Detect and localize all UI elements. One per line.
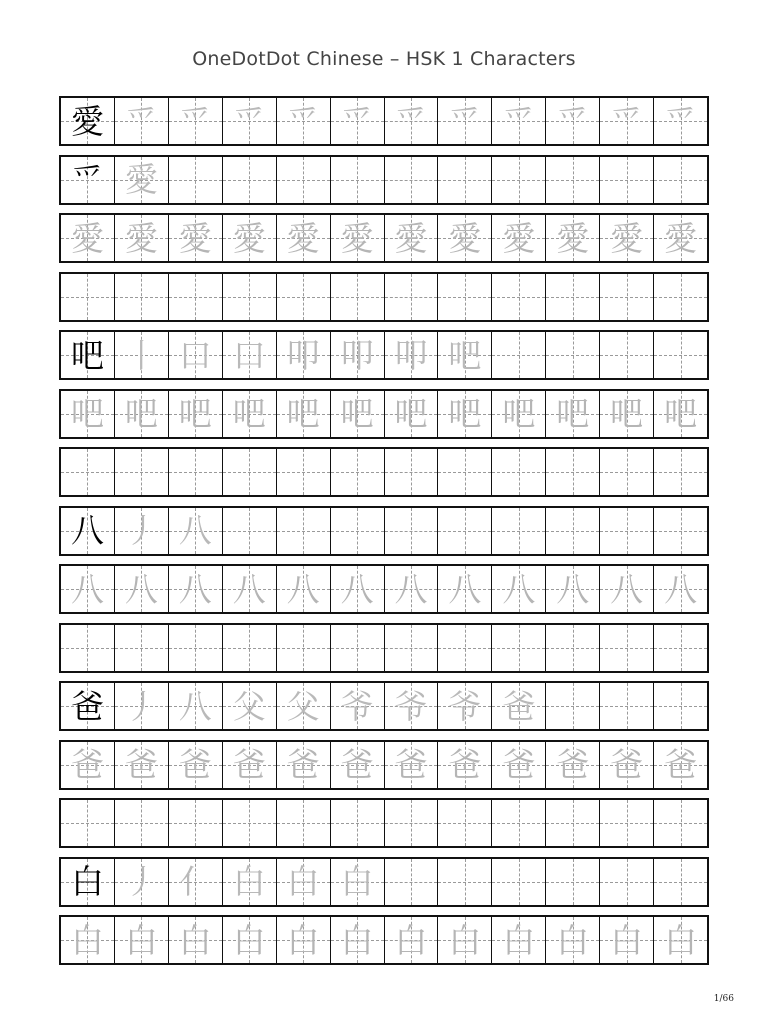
tian-grid-cell[interactable] — [115, 391, 169, 437]
tian-grid-cell[interactable] — [600, 332, 654, 378]
tian-grid-cell[interactable] — [546, 742, 600, 788]
tian-grid-cell[interactable] — [438, 391, 492, 437]
tian-grid-cell[interactable] — [61, 449, 115, 495]
tian-grid-cell[interactable] — [546, 566, 600, 612]
tian-grid-cell[interactable] — [277, 157, 331, 203]
tian-grid-cell[interactable] — [492, 742, 546, 788]
tian-grid-cell[interactable] — [277, 742, 331, 788]
guide-character: 吧 — [610, 394, 644, 433]
tian-grid-cell[interactable] — [61, 215, 115, 261]
tian-grid-cell[interactable] — [61, 683, 115, 729]
guide-character: 爸 — [556, 745, 590, 784]
tian-grid-cell[interactable] — [385, 800, 439, 846]
tian-grid-cell[interactable] — [654, 274, 707, 320]
tian-grid-cell[interactable] — [438, 508, 492, 554]
practice-row-blank — [59, 623, 709, 673]
tian-grid-cell[interactable] — [169, 215, 223, 261]
guide-character: 爸 — [286, 745, 320, 784]
guide-character: 愛 — [124, 160, 158, 199]
guide-character: 爷 — [448, 686, 482, 726]
guide-character: 白 — [232, 862, 266, 901]
tian-grid-cell[interactable] — [277, 625, 331, 671]
model-character: 爸 — [70, 686, 104, 726]
guide-character: 丿 — [124, 686, 158, 726]
tian-grid-cell[interactable] — [223, 625, 277, 671]
tian-grid-cell[interactable] — [546, 625, 600, 671]
guide-character: 爸 — [70, 745, 104, 784]
tian-grid-cell[interactable] — [438, 449, 492, 495]
tian-grid-cell[interactable] — [223, 917, 277, 963]
guide-character: 口 — [178, 335, 212, 375]
guide-character: 爫 — [340, 101, 374, 141]
guide-character: 八 — [178, 686, 212, 726]
tian-grid-cell[interactable] — [223, 859, 277, 905]
guide-character: 吧 — [178, 394, 212, 433]
tian-grid-cell[interactable] — [600, 215, 654, 261]
guide-character: 父 — [286, 686, 320, 726]
model-character: 八 — [70, 511, 104, 550]
practice-row-blank — [59, 798, 709, 848]
tian-grid-cell[interactable] — [600, 800, 654, 846]
guide-character: 八 — [610, 569, 644, 609]
tian-grid-cell[interactable] — [115, 742, 169, 788]
tian-grid-cell[interactable] — [277, 566, 331, 612]
tian-grid-cell[interactable] — [61, 274, 115, 320]
tian-grid-cell[interactable] — [115, 683, 169, 729]
tian-grid-cell[interactable] — [277, 683, 331, 729]
tian-grid-cell[interactable] — [169, 859, 223, 905]
guide-character: 亻 — [178, 862, 212, 901]
tian-grid-cell[interactable] — [385, 391, 439, 437]
guide-character: 白 — [556, 920, 590, 960]
tian-grid-cell[interactable] — [277, 98, 331, 144]
guide-character: 爷 — [394, 686, 428, 726]
tian-grid-cell[interactable] — [331, 157, 385, 203]
tian-grid-cell[interactable] — [277, 274, 331, 320]
tian-grid-cell[interactable] — [169, 800, 223, 846]
tian-grid-cell[interactable] — [492, 683, 546, 729]
guide-character: 白 — [664, 920, 698, 960]
tian-grid-cell[interactable] — [277, 508, 331, 554]
guide-character: 叩 — [394, 335, 428, 375]
tian-grid-cell[interactable] — [385, 157, 439, 203]
tian-grid-cell[interactable] — [492, 449, 546, 495]
tian-grid-cell[interactable] — [331, 917, 385, 963]
guide-character: 白 — [232, 920, 266, 960]
tian-grid-cell[interactable] — [438, 98, 492, 144]
tian-grid-cell[interactable] — [61, 742, 115, 788]
tian-grid-cell[interactable] — [600, 508, 654, 554]
tian-grid-cell[interactable] — [654, 625, 707, 671]
tian-grid-cell[interactable] — [169, 157, 223, 203]
guide-character: 白 — [394, 920, 428, 960]
model-character: 白 — [70, 862, 104, 901]
tian-grid-cell[interactable] — [546, 859, 600, 905]
guide-character: 爫 — [610, 101, 644, 141]
tian-grid-cell[interactable] — [654, 215, 707, 261]
tian-grid-cell[interactable] — [438, 215, 492, 261]
tian-grid-cell[interactable] — [169, 917, 223, 963]
practice-row-blank — [59, 447, 709, 497]
guide-character: 愛 — [664, 218, 698, 258]
tian-grid-cell[interactable] — [492, 859, 546, 905]
tian-grid-cell[interactable] — [331, 391, 385, 437]
guide-character: 爸 — [502, 745, 536, 784]
tian-grid-cell[interactable] — [600, 859, 654, 905]
guide-character: 父 — [232, 686, 266, 726]
tian-grid-cell[interactable] — [331, 800, 385, 846]
guide-character: 爫 — [178, 101, 212, 141]
tian-grid-cell[interactable] — [169, 449, 223, 495]
guide-character: 吧 — [448, 335, 482, 375]
guide-character: 爸 — [394, 745, 428, 784]
guide-character: 爫 — [556, 101, 590, 141]
tian-grid-cell[interactable] — [492, 625, 546, 671]
guide-character: 白 — [70, 920, 104, 960]
tian-grid-cell[interactable] — [438, 274, 492, 320]
guide-character: 白 — [286, 862, 320, 901]
practice-row-stroke-order — [59, 506, 709, 556]
tian-grid-cell[interactable] — [385, 742, 439, 788]
guide-character: 八 — [178, 511, 212, 550]
tian-grid-cell[interactable] — [61, 917, 115, 963]
guide-character: 爸 — [124, 745, 158, 784]
tian-grid-cell[interactable] — [331, 683, 385, 729]
tian-grid-cell[interactable] — [438, 683, 492, 729]
guide-character: 八 — [232, 569, 266, 609]
tian-grid-cell[interactable] — [492, 391, 546, 437]
tian-grid-cell[interactable] — [654, 391, 707, 437]
tian-grid-cell[interactable] — [115, 332, 169, 378]
tian-grid-cell[interactable] — [115, 625, 169, 671]
tian-grid-cell[interactable] — [492, 508, 546, 554]
tian-grid-cell[interactable] — [492, 917, 546, 963]
tian-grid-cell[interactable] — [331, 215, 385, 261]
tian-grid-cell[interactable] — [169, 566, 223, 612]
guide-character: 愛 — [394, 218, 428, 258]
guide-character: 吧 — [286, 394, 320, 433]
tian-grid-cell[interactable] — [223, 98, 277, 144]
tian-grid-cell[interactable] — [223, 800, 277, 846]
tian-grid-cell[interactable] — [600, 274, 654, 320]
tian-grid-cell[interactable] — [600, 98, 654, 144]
page-number: 1/66 — [713, 994, 734, 1004]
tian-grid-cell[interactable] — [546, 157, 600, 203]
tian-grid-cell[interactable] — [654, 917, 707, 963]
tian-grid-cell[interactable] — [115, 508, 169, 554]
guide-character: 八 — [448, 569, 482, 609]
tian-grid-cell[interactable] — [223, 683, 277, 729]
guide-character: 吧 — [70, 394, 104, 433]
tian-grid-cell[interactable] — [385, 859, 439, 905]
tian-grid-cell[interactable] — [600, 157, 654, 203]
tian-grid-cell[interactable] — [115, 215, 169, 261]
guide-character: 吧 — [664, 394, 698, 433]
practice-row-stroke-order — [59, 155, 709, 205]
guide-character: 愛 — [502, 218, 536, 258]
guide-character: 爫 — [448, 101, 482, 141]
guide-character: 八 — [664, 569, 698, 609]
guide-character: 白 — [340, 920, 374, 960]
tian-grid-cell[interactable] — [61, 625, 115, 671]
tian-grid-cell[interactable] — [331, 859, 385, 905]
tian-grid-cell[interactable] — [169, 391, 223, 437]
guide-character: 爸 — [340, 745, 374, 784]
guide-character: 爫 — [232, 101, 266, 141]
guide-character: 八 — [556, 569, 590, 609]
guide-character: 愛 — [286, 218, 320, 258]
tian-grid-cell[interactable] — [492, 98, 546, 144]
tian-grid-cell[interactable] — [546, 98, 600, 144]
tian-grid-cell[interactable] — [492, 332, 546, 378]
tian-grid-cell[interactable] — [223, 391, 277, 437]
guide-character: 愛 — [448, 218, 482, 258]
tian-grid-cell[interactable] — [223, 215, 277, 261]
tian-grid-cell[interactable] — [492, 157, 546, 203]
tian-grid-cell[interactable] — [331, 274, 385, 320]
tian-grid-cell[interactable] — [169, 508, 223, 554]
model-character: 爫 — [70, 160, 104, 199]
practice-row-stroke-order — [59, 96, 709, 146]
tian-grid-cell[interactable] — [385, 332, 439, 378]
tian-grid-cell[interactable] — [546, 332, 600, 378]
tian-grid-cell[interactable] — [546, 508, 600, 554]
guide-character: 吧 — [448, 394, 482, 433]
tian-grid-cell[interactable] — [331, 625, 385, 671]
tian-grid-cell[interactable] — [169, 274, 223, 320]
tian-grid-cell[interactable] — [115, 800, 169, 846]
tian-grid-cell[interactable] — [438, 566, 492, 612]
tian-grid-cell[interactable] — [277, 449, 331, 495]
tian-grid-cell[interactable] — [385, 449, 439, 495]
practice-row-trace — [59, 740, 709, 790]
tian-grid-cell[interactable] — [600, 917, 654, 963]
tian-grid-cell[interactable] — [438, 332, 492, 378]
tian-grid-cell[interactable] — [277, 215, 331, 261]
practice-row-trace — [59, 564, 709, 614]
tian-grid-cell[interactable] — [385, 274, 439, 320]
tian-grid-cell[interactable] — [546, 274, 600, 320]
guide-character: 爫 — [502, 101, 536, 141]
guide-character: 白 — [610, 920, 644, 960]
guide-character: 吧 — [556, 394, 590, 433]
practice-row-trace — [59, 213, 709, 263]
tian-grid-cell[interactable] — [61, 332, 115, 378]
guide-character: 叩 — [340, 335, 374, 375]
tian-grid-cell[interactable] — [492, 215, 546, 261]
tian-grid-cell[interactable] — [600, 625, 654, 671]
guide-character: 白 — [124, 920, 158, 960]
tian-grid-cell[interactable] — [331, 742, 385, 788]
tian-grid-cell[interactable] — [546, 215, 600, 261]
guide-character: 口 — [232, 335, 266, 375]
tian-grid-cell[interactable] — [61, 157, 115, 203]
tian-grid-cell[interactable] — [438, 157, 492, 203]
guide-character: 愛 — [124, 218, 158, 258]
tian-grid-cell[interactable] — [115, 274, 169, 320]
guide-character: 爫 — [124, 101, 158, 141]
tian-grid-cell[interactable] — [546, 391, 600, 437]
guide-character: 吧 — [394, 394, 428, 433]
tian-grid-cell[interactable] — [654, 508, 707, 554]
tian-grid-cell[interactable] — [600, 742, 654, 788]
tian-grid-cell[interactable] — [115, 566, 169, 612]
guide-character: 爫 — [286, 101, 320, 141]
guide-character: 愛 — [232, 218, 266, 258]
practice-row-trace — [59, 915, 709, 965]
guide-character: 爸 — [610, 745, 644, 784]
tian-grid-cell[interactable] — [223, 157, 277, 203]
tian-grid-cell[interactable] — [438, 800, 492, 846]
tian-grid-cell[interactable] — [277, 917, 331, 963]
tian-grid-cell[interactable] — [654, 157, 707, 203]
tian-grid-cell[interactable] — [169, 742, 223, 788]
guide-character: 八 — [178, 569, 212, 609]
tian-grid-cell[interactable] — [115, 859, 169, 905]
tian-grid-cell[interactable] — [654, 683, 707, 729]
tian-grid-cell[interactable] — [169, 625, 223, 671]
tian-grid-cell[interactable] — [61, 391, 115, 437]
tian-grid-cell[interactable] — [223, 566, 277, 612]
tian-grid-cell[interactable] — [546, 917, 600, 963]
tian-grid-cell[interactable] — [223, 742, 277, 788]
guide-character: 白 — [340, 862, 374, 901]
tian-grid-cell[interactable] — [654, 98, 707, 144]
guide-character: 吧 — [232, 394, 266, 433]
tian-grid-cell[interactable] — [600, 449, 654, 495]
guide-character: 愛 — [610, 218, 644, 258]
practice-grid — [59, 96, 709, 974]
guide-character: 爸 — [232, 745, 266, 784]
page-title: OneDotDot Chinese – HSK 1 Characters — [192, 48, 576, 70]
tian-grid-cell[interactable] — [385, 215, 439, 261]
guide-character: 八 — [502, 569, 536, 609]
tian-grid-cell[interactable] — [654, 332, 707, 378]
tian-grid-cell[interactable] — [277, 800, 331, 846]
guide-character: 丿 — [124, 862, 158, 901]
practice-row-stroke-order — [59, 681, 709, 731]
guide-character: 爷 — [340, 686, 374, 726]
tian-grid-cell[interactable] — [331, 566, 385, 612]
guide-character: 爸 — [502, 686, 536, 726]
tian-grid-cell[interactable] — [492, 566, 546, 612]
tian-grid-cell[interactable] — [61, 859, 115, 905]
tian-grid-cell[interactable] — [61, 98, 115, 144]
guide-character: 白 — [448, 920, 482, 960]
practice-row-stroke-order — [59, 330, 709, 380]
tian-grid-cell[interactable] — [331, 508, 385, 554]
tian-grid-cell[interactable] — [223, 508, 277, 554]
guide-character: 愛 — [340, 218, 374, 258]
tian-grid-cell[interactable] — [61, 508, 115, 554]
guide-character: 爫 — [664, 101, 698, 141]
tian-grid-cell[interactable] — [438, 625, 492, 671]
guide-character: 愛 — [178, 218, 212, 258]
tian-grid-cell[interactable] — [600, 391, 654, 437]
tian-grid-cell[interactable] — [385, 683, 439, 729]
tian-grid-cell[interactable] — [385, 625, 439, 671]
guide-character: 八 — [70, 569, 104, 609]
tian-grid-cell[interactable] — [492, 274, 546, 320]
practice-row-blank — [59, 272, 709, 322]
tian-grid-cell[interactable] — [61, 800, 115, 846]
tian-grid-cell[interactable] — [492, 800, 546, 846]
guide-character: 愛 — [556, 218, 590, 258]
tian-grid-cell[interactable] — [600, 683, 654, 729]
guide-character: 吧 — [340, 394, 374, 433]
model-character: 吧 — [70, 335, 104, 375]
guide-character: 丨 — [124, 335, 158, 375]
practice-row-stroke-order — [59, 857, 709, 907]
tian-grid-cell[interactable] — [438, 859, 492, 905]
tian-grid-cell[interactable] — [223, 449, 277, 495]
tian-grid-cell[interactable] — [438, 742, 492, 788]
tian-grid-cell[interactable] — [331, 332, 385, 378]
tian-grid-cell[interactable] — [654, 859, 707, 905]
tian-grid-cell[interactable] — [61, 566, 115, 612]
guide-character: 爫 — [394, 101, 428, 141]
guide-character: 愛 — [70, 218, 104, 258]
tian-grid-cell[interactable] — [546, 800, 600, 846]
tian-grid-cell[interactable] — [654, 800, 707, 846]
guide-character: 爸 — [664, 745, 698, 784]
tian-grid-cell[interactable] — [654, 449, 707, 495]
guide-character: 吧 — [502, 394, 536, 433]
tian-grid-cell[interactable] — [115, 449, 169, 495]
tian-grid-cell[interactable] — [169, 98, 223, 144]
guide-character: 白 — [178, 920, 212, 960]
tian-grid-cell[interactable] — [546, 683, 600, 729]
tian-grid-cell[interactable] — [385, 566, 439, 612]
guide-character: 八 — [124, 569, 158, 609]
guide-character: 白 — [286, 920, 320, 960]
tian-grid-cell[interactable] — [277, 391, 331, 437]
guide-character: 叩 — [286, 335, 320, 375]
tian-grid-cell[interactable] — [115, 157, 169, 203]
guide-character: 八 — [340, 569, 374, 609]
tian-grid-cell[interactable] — [385, 508, 439, 554]
guide-character: 爸 — [178, 745, 212, 784]
tian-grid-cell[interactable] — [654, 566, 707, 612]
tian-grid-cell[interactable] — [169, 683, 223, 729]
tian-grid-cell[interactable] — [115, 98, 169, 144]
tian-grid-cell[interactable] — [654, 742, 707, 788]
guide-character: 爸 — [448, 745, 482, 784]
guide-character: 吧 — [124, 394, 158, 433]
tian-grid-cell[interactable] — [115, 917, 169, 963]
tian-grid-cell[interactable] — [385, 98, 439, 144]
tian-grid-cell[interactable] — [223, 274, 277, 320]
tian-grid-cell[interactable] — [385, 917, 439, 963]
tian-grid-cell[interactable] — [438, 917, 492, 963]
guide-character: 白 — [502, 920, 536, 960]
tian-grid-cell[interactable] — [223, 332, 277, 378]
model-character: 愛 — [70, 101, 104, 141]
tian-grid-cell[interactable] — [331, 98, 385, 144]
tian-grid-cell[interactable] — [600, 566, 654, 612]
tian-grid-cell[interactable] — [331, 449, 385, 495]
guide-character: 八 — [394, 569, 428, 609]
tian-grid-cell[interactable] — [546, 449, 600, 495]
guide-character: 八 — [286, 569, 320, 609]
tian-grid-cell[interactable] — [277, 859, 331, 905]
tian-grid-cell[interactable] — [169, 332, 223, 378]
guide-character: 丿 — [124, 511, 158, 550]
practice-row-trace — [59, 389, 709, 439]
tian-grid-cell[interactable] — [277, 332, 331, 378]
